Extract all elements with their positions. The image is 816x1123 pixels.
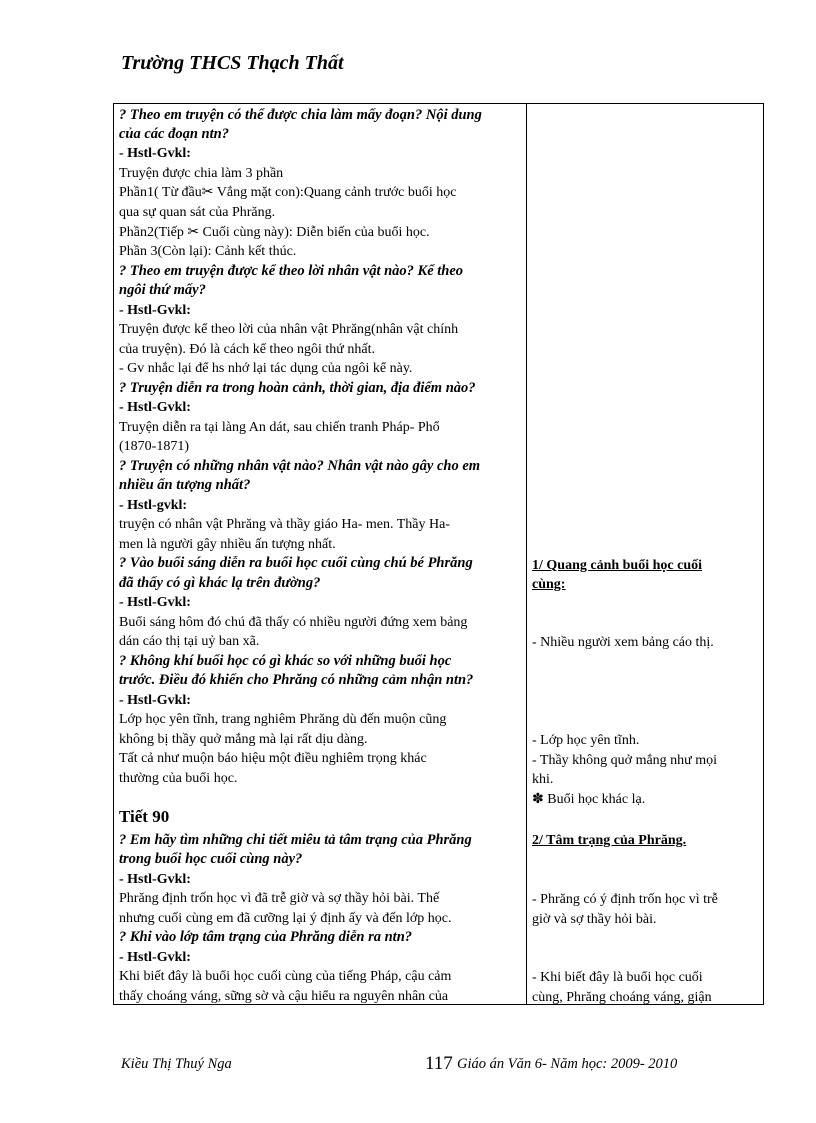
activity-line: Buổi sáng hôm đó chú đã thấy có nhiều người đứng xem bảng (119, 615, 468, 630)
activity-line: Phần1( Từ đầu✂ Vắng mặt con):Quang cảnh trước buổi học (119, 185, 457, 200)
activity-line: Tiết 90 (119, 807, 170, 826)
activity-line: - Hstl-Gvkl: (119, 950, 191, 965)
activity-line: đã thấy có gì khác lạ trên đường? (119, 575, 321, 591)
content-line: cùng, Phrăng choáng váng, giận (532, 990, 712, 1005)
activity-line: Phần 3(Còn lại): Cảnh kết thúc. (119, 244, 297, 259)
footer-author: Kiều Thị Thuý Nga (121, 1056, 232, 1072)
content-line: 2/ Tâm trạng của Phrăng. (532, 833, 687, 848)
activity-line: Phần2(Tiếp ✂ Cuối cùng này): Diễn biến của buổi học. (119, 225, 430, 240)
activity-line: nhiều ấn tượng nhất? (119, 477, 251, 493)
content-line: 1/ Quang cảnh buổi học cuối (532, 558, 702, 573)
activity-line: Khi biết đây là buổi học cuối cùng của tiếng Pháp, cậu cảm (119, 969, 452, 984)
activity-line: - Hstl-Gvkl: (119, 303, 191, 318)
activity-line: của truyện). Đó là cách kể theo ngôi thứ nhất. (119, 342, 375, 357)
activity-line: ? Theo em truyện có thể được chia làm mấy đoạn? Nội dung (119, 107, 482, 123)
school-name: Trường THCS Thạch Thất (121, 52, 344, 74)
content-line: - Khi biết đây là buổi học cuối (532, 970, 703, 985)
activity-line: của các đoạn ntn? (119, 126, 229, 142)
activity-line: - Hstl-Gvkl: (119, 693, 191, 708)
activity-line: Tất cả như muộn báo hiệu một điều nghiêm trọng khác (119, 751, 427, 766)
activity-line: Phrăng định trốn học vì đã trễ giờ và sợ thầy hỏi bài. Thế (119, 891, 440, 906)
activity-line: dán cáo thị tại uỷ ban xã. (119, 634, 260, 649)
content-line: - Phrăng có ý định trốn học vì trễ (532, 892, 718, 907)
activity-line: Lớp học yên tĩnh, trang nghiêm Phrăng dù đến muộn cũng (119, 712, 447, 727)
activity-line: ? Không khí buổi học có gì khác so với những buổi học (119, 653, 452, 669)
content-line: giờ và sợ thầy hỏi bài. (532, 912, 657, 927)
activity-line: qua sự quan sát của Phrăng. (119, 205, 276, 220)
activity-line: trong buổi học cuối cùng này? (119, 851, 303, 867)
activity-line: - Hstl-Gvkl: (119, 400, 191, 415)
activity-line: Truyện diễn ra tại làng An dát, sau chiến tranh Pháp- Phổ (119, 420, 440, 435)
activity-line: - Hstl-Gvkl: (119, 872, 191, 887)
activity-line: trước. Điều đó khiến cho Phrăng có những cảm nhận ntn? (119, 672, 474, 688)
activity-line: Truyện được kể theo lời của nhân vật Phrăng(nhân vật chính (119, 322, 459, 337)
content-line: - Nhiều người xem bảng cáo thị. (532, 635, 714, 650)
activity-line: - Hstl-Gvkl: (119, 146, 191, 161)
content-column (527, 104, 763, 1004)
content-line: cùng: (532, 577, 566, 592)
activity-line: thường của buổi học. (119, 771, 238, 786)
lesson-table (113, 103, 764, 1005)
activity-line: men là người gây nhiều ấn tượng nhất. (119, 537, 336, 552)
content-line: - Thầy không quở mắng như mọi (532, 753, 718, 768)
activity-line: - Gv nhắc lại để hs nhớ lại tác dụng của ngôi kể này. (119, 361, 413, 376)
activity-line: - Hstl-Gvkl: (119, 595, 191, 610)
activity-line: ? Truyện diễn ra trong hoàn cảnh, thời gian, địa điểm nào? (119, 380, 476, 396)
activity-line: (1870-1871) (119, 439, 189, 454)
activity-line: ngôi thứ mấy? (119, 282, 206, 298)
activity-line: ? Khi vào lớp tâm trạng của Phrăng diễn ra ntn? (119, 929, 413, 945)
activity-line: truyện có nhân vật Phrăng và thầy giáo Ha- men. Thầy Ha- (119, 517, 450, 532)
activity-line: thấy choáng váng, sững sờ và cậu hiểu ra nguyên nhân của (119, 989, 449, 1004)
activity-line: ? Vào buổi sáng diễn ra buổi học cuối cùng chú bé Phrăng (119, 555, 473, 571)
content-line: - Lớp học yên tĩnh. (532, 733, 640, 748)
footer-course: Giáo án Văn 6- Năm học: 2009- 2010 (457, 1056, 678, 1072)
page-number: 117 (425, 1053, 453, 1074)
activity-line: không bị thầy quở mắng mà lại rất dịu dàng. (119, 732, 368, 747)
activity-line: nhưng cuối cùng em đã cưỡng lại ý định ấy và đến lớp học. (119, 911, 452, 926)
activity-line: ? Em hãy tìm những chi tiết miêu tả tâm trạng của Phrăng (119, 832, 472, 848)
activity-line: ? Theo em truyện được kể theo lời nhân vật nào? Kể theo (119, 263, 464, 279)
activity-line: - Hstl-gvkl: (119, 498, 188, 513)
activity-line: ? Truyện có những nhân vật nào? Nhân vật nào gây cho em (119, 458, 481, 474)
content-line: ✽ Buổi học khác lạ. (532, 792, 646, 807)
activity-column (114, 104, 527, 1004)
activity-line: Truyện được chia làm 3 phần (119, 166, 284, 181)
content-line: khi. (532, 772, 554, 787)
